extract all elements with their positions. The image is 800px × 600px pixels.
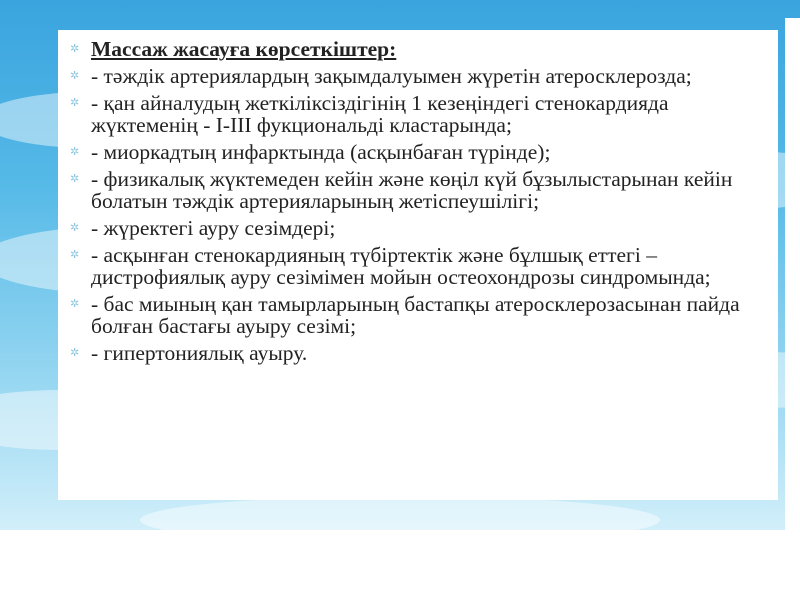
list-item-text: - гипертониялық ауыру. <box>91 341 308 365</box>
bullet-star-icon: ✲ <box>70 346 80 359</box>
bullet-star-icon: ✲ <box>70 248 80 261</box>
bullet-star-icon: ✲ <box>70 69 80 82</box>
list-item <box>58 141 778 163</box>
list-item <box>58 342 778 364</box>
list-item <box>58 293 778 337</box>
bullet-star-icon: ✲ <box>70 42 80 55</box>
list-item-text: - жүректегі ауру сезімдері; <box>91 216 336 240</box>
bullet-star-icon: ✲ <box>70 221 80 234</box>
bullet-star-icon: ✲ <box>70 96 80 109</box>
content-panel <box>58 30 778 500</box>
list-item-text: - физикалық жүктемеден кейін және көңіл күй бұзылыстарынан кейін болатын тәждік артерияларының жетіспеушілігі; <box>91 167 733 213</box>
indications-list <box>58 30 778 364</box>
bullet-star-icon: ✲ <box>70 297 80 310</box>
list-item <box>58 217 778 239</box>
list-item-text: - миоркадтың инфарктында (асқынбаған түрінде); <box>91 140 551 164</box>
list-item-text: - қан айналудың жеткіліксіздігінің 1 кезеңіндегі стенокардияда жүктеменің - I-III фукциональді кластарында; <box>91 91 669 137</box>
list-item-text: - тәждік артериялардың зақымдалуымен жүретін атеросклерозда; <box>91 64 692 88</box>
list-item <box>58 92 778 136</box>
bullet-star-icon: ✲ <box>70 172 80 185</box>
list-item <box>58 65 778 87</box>
list-item <box>58 244 778 288</box>
list-item <box>58 38 778 60</box>
bullet-star-icon: ✲ <box>70 145 80 158</box>
list-item <box>58 168 778 212</box>
list-item-text: - бас миының қан тамырларының бастапқы атеросклерозасынан пайда болған бастағы ауыру сезімі; <box>91 292 740 338</box>
list-item-text: - асқынған стенокардияның түбіртектік және бұлшық еттегі – дистрофиялық ауру сезімімен мойын остеохондрозы синдромында; <box>91 243 711 289</box>
list-title: Массаж жасауға көрсеткіштер: <box>91 37 397 61</box>
